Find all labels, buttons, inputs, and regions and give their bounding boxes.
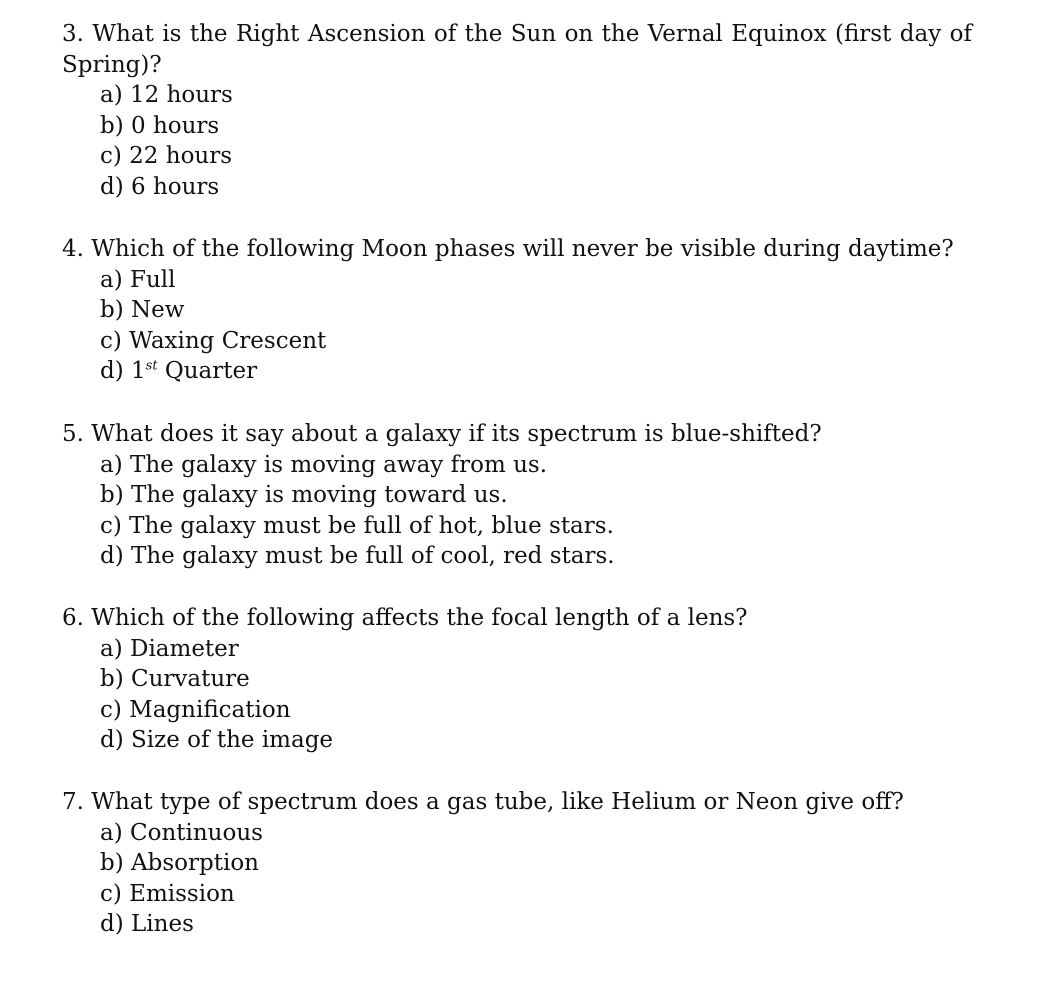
question-7	[62, 787, 972, 940]
option-b: b) New	[100, 297, 185, 323]
option-c: c) The galaxy must be full of hot, blue stars.	[100, 512, 614, 539]
option-d: d) 6 hours	[100, 173, 220, 200]
ordinal-superscript: st	[145, 358, 158, 374]
option-list	[62, 634, 972, 756]
option-c: c) 22 hours	[100, 143, 233, 169]
option-b: b) The galaxy is moving toward us.	[100, 482, 508, 508]
question-text: 3. What is the Right Ascension of the Sun on the Vernal Equinox (first day of Spring)?	[62, 21, 973, 78]
question-text: 7. What type of spectrum does a gas tube, like Helium or Neon give off?	[62, 789, 904, 815]
option-list	[62, 80, 972, 202]
option-a: a) The galaxy is moving away from us.	[100, 451, 547, 478]
question-text: 5. What does it say about a galaxy if its spectrum is blue-shifted?	[62, 421, 822, 447]
question-5	[62, 419, 972, 572]
option-b: b) Absorption	[100, 850, 259, 876]
option-list	[62, 265, 972, 387]
question-text: 4. Which of the following Moon phases will never be visible during daytime?	[62, 236, 954, 262]
option-b: b) Curvature	[100, 666, 250, 692]
question-3	[62, 19, 972, 202]
option-d: d) The galaxy must be full of cool, red stars.	[100, 543, 615, 569]
option-d: d) Lines	[100, 911, 194, 937]
option-b: b) 0 hours	[100, 112, 220, 139]
question-text: 6. Which of the following affects the focal length of a lens?	[62, 605, 748, 631]
option-c: c) Waxing Crescent	[100, 327, 327, 354]
option-d: d) Size of the image	[100, 727, 334, 753]
option-list	[62, 818, 972, 940]
option-c: c) Magnification	[100, 696, 291, 723]
option-a: a) Diameter	[100, 635, 239, 662]
option-a: a) Full	[100, 266, 176, 293]
option-d: d) 1st Quarter	[100, 358, 258, 384]
option-c: c) Emission	[100, 880, 235, 907]
question-4	[62, 234, 972, 387]
option-a: a) 12 hours	[100, 82, 233, 108]
question-6	[62, 603, 972, 756]
option-list	[62, 450, 972, 572]
option-a: a) Continuous	[100, 819, 263, 846]
